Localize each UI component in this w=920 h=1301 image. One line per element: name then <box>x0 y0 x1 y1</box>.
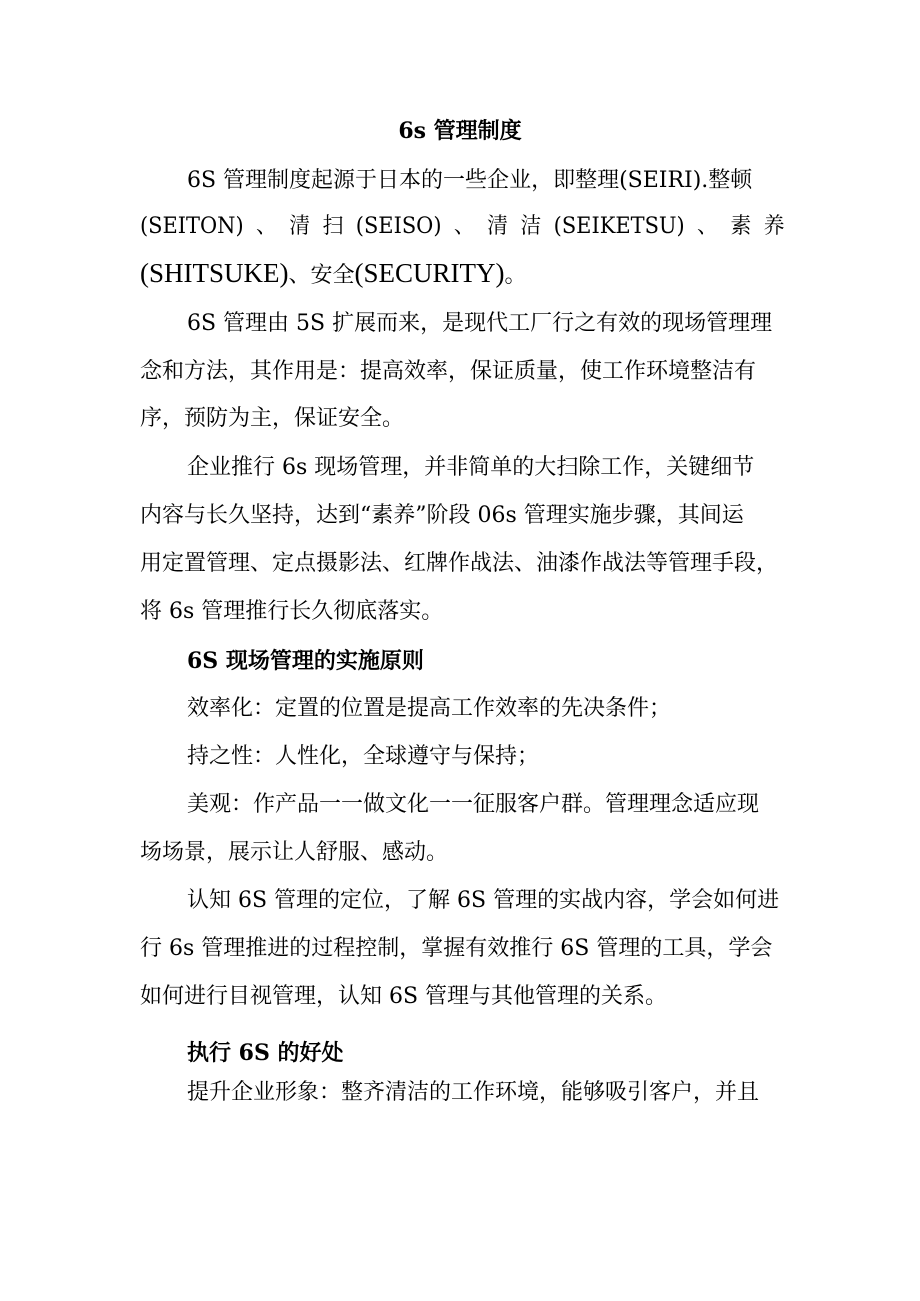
intro-line-1: 6S 管理制度起源于日本的一些企业，即整理(SEIRI).整顿 <box>187 168 753 193</box>
implementation-line-2: 内容与长久坚持，达到“素养”阶段 06s 管理实施步骤，其间运 <box>140 503 744 528</box>
safety-label: 、安全 <box>288 263 355 288</box>
origin-line-1: 6S 管理由 5S 扩展而来，是现代工厂行之有效的现场管理理 <box>187 311 773 336</box>
implementation-line-4: 将 6s 管理推行长久彻底落实。 <box>140 599 444 624</box>
benefits-heading: 执行 6S 的好处 <box>187 1040 344 1066</box>
intro-line-2: (SEITON) 、 清 扫 (SEISO) 、 清 洁 (SEIKETSU) 、 素 养 <box>140 214 785 239</box>
principle-aesthetics-line-1: 美观：作产品一一做文化一一征服客户群。管理理念适应现 <box>187 792 760 817</box>
principle-efficiency: 效率化：定置的位置是提高工作效率的先决条件； <box>187 696 672 721</box>
origin-line-2: 念和方法，其作用是：提高效率，保证质量，使工作环境整洁有 <box>140 359 757 384</box>
shitsuke-term: (SHITSUKE) <box>140 258 289 288</box>
implementation-line-3: 用定置管理、定点摄影法、红牌作战法、油漆作战法等管理手段， <box>140 551 779 576</box>
benefit-image-line-1: 提升企业形象：整齐清洁的工作环境，能够吸引客户，并且 <box>187 1080 760 1105</box>
cognition-line-2: 行 6s 管理推进的过程控制，掌握有效推行 6S 管理的工具，学会 <box>140 936 773 961</box>
intro-end-mark: 。 <box>504 263 527 288</box>
cognition-line-3: 如何进行目视管理，认知 6S 管理与其他管理的关系。 <box>140 984 668 1009</box>
principle-aesthetics-line-2: 场场景，展示让人舒服、感动。 <box>140 840 449 865</box>
document-title: 6s 管理制度 <box>398 118 522 144</box>
security-term: (SECURITY) <box>354 258 505 288</box>
origin-line-3: 序，预防为主，保证安全。 <box>140 406 405 431</box>
cognition-line-1: 认知 6S 管理的定位，了解 6S 管理的实战内容，学会如何进 <box>187 888 780 913</box>
principle-persistence: 持之性：人性化，全球遵守与保持； <box>187 744 540 769</box>
intro-line-3 <box>140 258 527 291</box>
implementation-line-1: 企业推行 6s 现场管理，并非简单的大扫除工作，关键细节 <box>187 455 755 480</box>
principles-heading: 6S 现场管理的实施原则 <box>187 648 424 674</box>
